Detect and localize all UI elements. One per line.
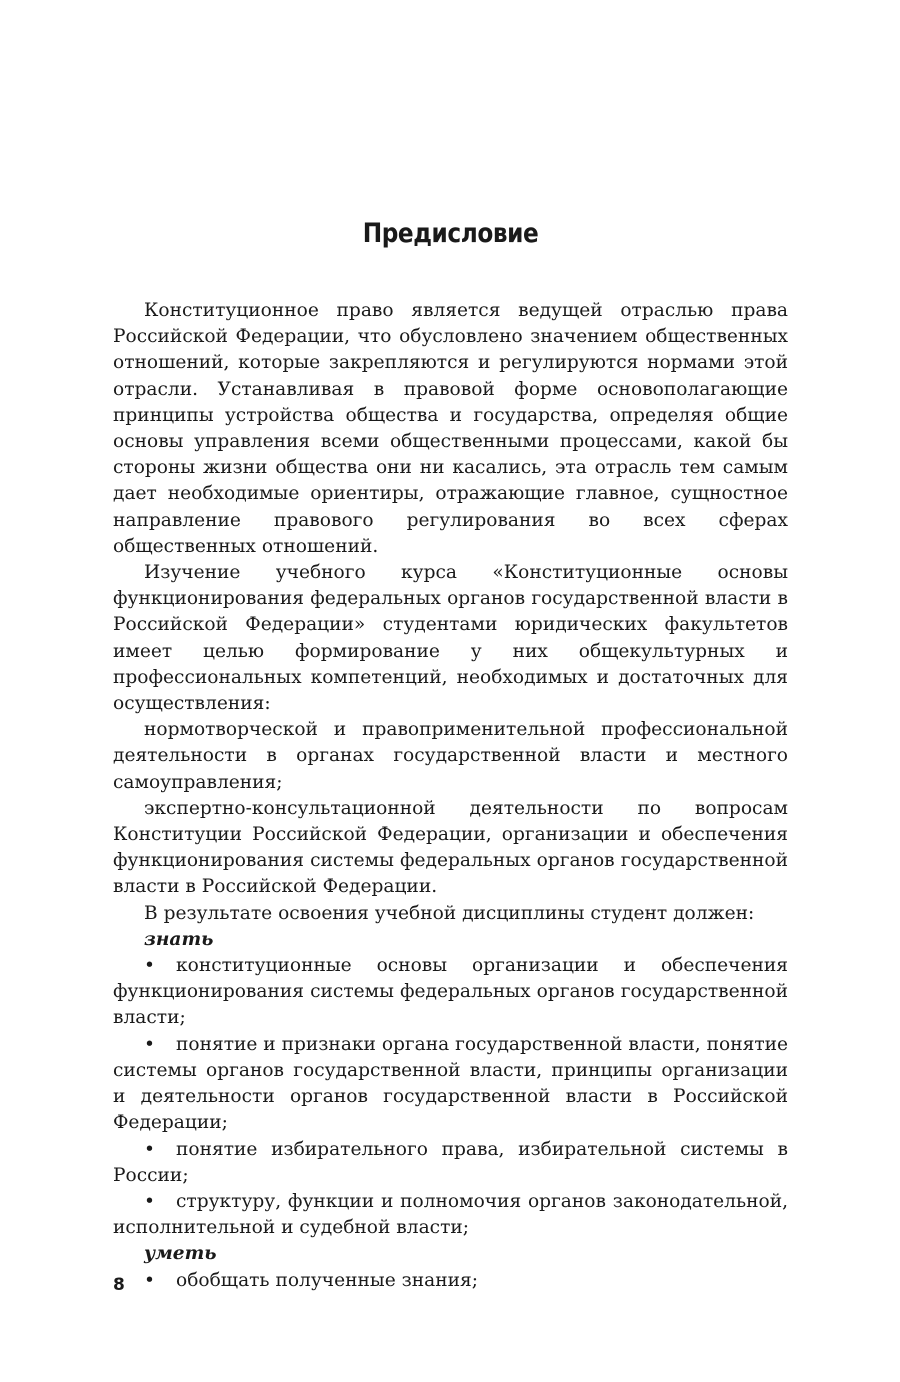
- paragraph-activity-2: экспертно-консультационной деятельности по вопросам Конституции Российской Федерации, организации и обеспечения функционирования системы федеральных органов государственной власти в Российской Федерации.: [113, 797, 788, 898]
- paragraph-intro: Конституционное право является ведущей отраслью права Российской Федерации, что обусловлено значением общественных отношений, которые закрепляются и регулируются нормами этой отрасли. Устанавливая в правовой форме основополагающие принципы устройства общества и государства, определяя общие основы управления всеми общественными процессами, какой бы стороны жизни общества они ни касались, эта отрасль тем самым дает необходимые ориентиры, отражающие главное, сущностное направление правового регулирования во всех сферах общественных отношений.: [113, 300, 788, 557]
- page-number: 8: [113, 1275, 125, 1295]
- know-item-text: структуру, функции и полномочия органов законодательной, исполнительной и судебной власти;: [113, 1190, 788, 1239]
- know-item: [113, 1137, 788, 1189]
- know-item-text: понятие и признаки органа государственной власти, понятие системы органов государственной власти, принципы организации и деятельности органов государственной власти в Российской Федерации;: [113, 1033, 789, 1134]
- know-label: знать: [144, 928, 214, 950]
- bullet-icon: •: [144, 955, 155, 977]
- paragraph-course-goal: Изучение учебного курса «Конституционные основы функционирования федеральных органов государственной власти в Российской Федерации» студентами юридических факультетов имеет целью формирование у них общекультурных и профессиональных компетенций, необходимых и достаточных для осуществления:: [113, 562, 788, 715]
- can-label: уметь: [144, 1243, 217, 1265]
- can-item-text: обобщать полученные знания;: [176, 1269, 479, 1291]
- can-item: [113, 1268, 788, 1294]
- page-body: [113, 298, 788, 1294]
- page-title: Предисловие: [362, 218, 539, 249]
- paragraph-activity-1: нормотворческой и правоприменительной профессиональной деятельности в органах государственной власти и местного самоуправления;: [113, 719, 788, 793]
- bullet-icon: •: [144, 1269, 155, 1291]
- know-item: [113, 1032, 788, 1137]
- know-item: [113, 1189, 788, 1241]
- know-item-text: понятие избирательного права, избирательной системы в России;: [113, 1138, 788, 1186]
- bullet-icon: •: [144, 1190, 155, 1212]
- know-item: [113, 953, 788, 1032]
- paragraph-result: В результате освоения учебной дисциплины студент должен:: [144, 902, 755, 924]
- bullet-icon: •: [144, 1138, 155, 1160]
- know-item-text: конституционные основы организации и обеспечения функционирования системы федеральных органов государственной власти;: [113, 955, 788, 1029]
- bullet-icon: •: [144, 1033, 155, 1055]
